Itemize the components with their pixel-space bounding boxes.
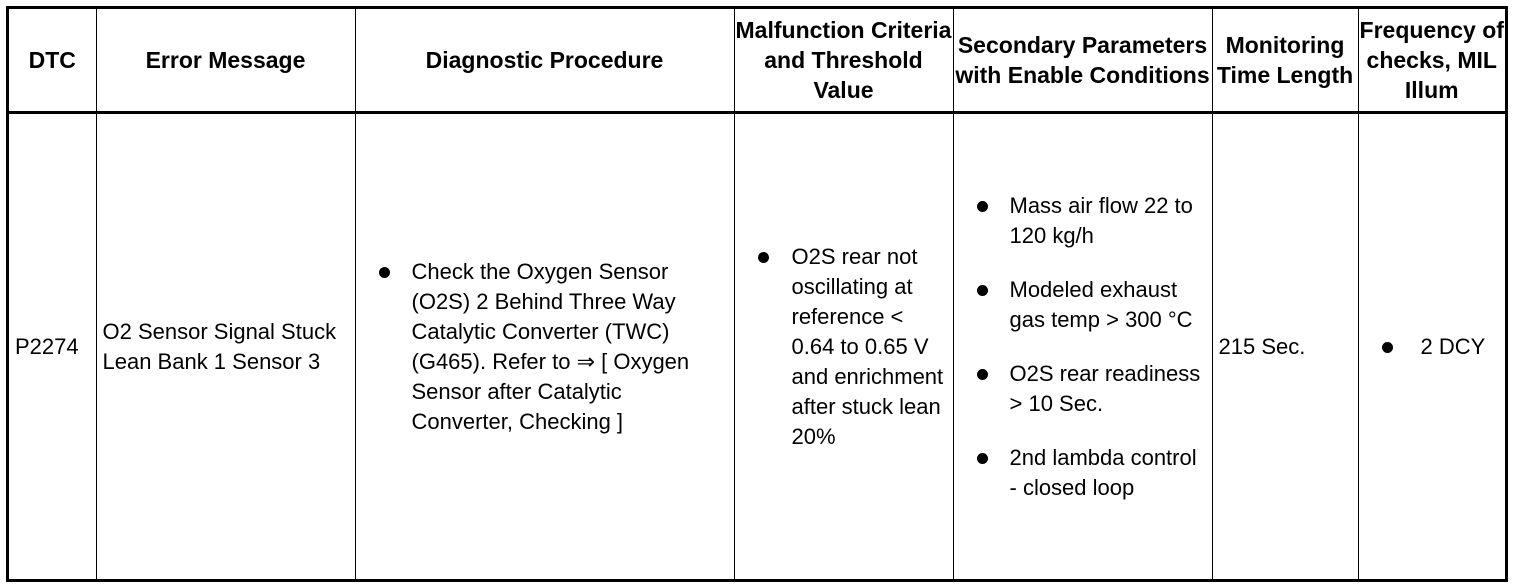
bullet-icon (758, 252, 769, 263)
list-item (356, 257, 734, 437)
list-item (954, 443, 1212, 503)
list-item (954, 275, 1212, 335)
header-error-message: Error Message (96, 9, 355, 113)
cell-monitoring-time: 215 Sec. (1212, 113, 1358, 580)
secondary-parameter-text: 2nd lambda control - closed loop (1009, 444, 1197, 500)
header-monitoring-time: Monitoring Time Length (1212, 9, 1358, 113)
diagnostic-procedure-text: Check the Oxygen Sensor (O2S) 2 Behind Three Way Catalytic Converter (TWC) (G465). Refer to ⇒ [ Oxygen Sensor after Catalytic Converter, Checking ] (411, 258, 690, 434)
table-row (9, 113, 1505, 580)
cell-dtc: P2274 (9, 113, 96, 580)
header-row (9, 9, 1505, 113)
cell-secondary-parameters (953, 113, 1212, 580)
list-item (954, 359, 1212, 419)
header-dtc: DTC (9, 9, 96, 113)
bullet-icon (977, 201, 988, 212)
malfunction-criteria-text: O2S rear not oscillating at reference < 0.64 to 0.65 V and enrichment after stuck lean 20% (791, 243, 944, 449)
cell-malfunction-criteria (734, 113, 953, 580)
bullet-icon (1382, 342, 1393, 353)
bullet-icon (977, 369, 988, 380)
secondary-parameter-text: Mass air flow 22 to 120 kg/h (1009, 192, 1193, 248)
dtc-table-frame (6, 6, 1508, 582)
secondary-parameter-text: O2S rear readiness > 10 Sec. (1009, 360, 1201, 416)
bullet-icon (379, 267, 390, 278)
list-item (1359, 332, 1506, 362)
header-diagnostic-procedure: Diagnostic Procedure (355, 9, 734, 113)
list-item (735, 242, 953, 452)
header-malfunction-criteria: Malfunction Criteria and Threshold Value (734, 9, 953, 113)
bullet-icon (977, 453, 988, 464)
bullet-icon (977, 285, 988, 296)
cell-error-message: O2 Sensor Signal Stuck Lean Bank 1 Sensor 3 (96, 113, 355, 580)
header-secondary-parameters: Secondary Parameters with Enable Conditions (953, 9, 1212, 113)
cell-frequency (1358, 113, 1505, 580)
secondary-parameter-text: Modeled exhaust gas temp > 300 °C (1009, 276, 1193, 332)
frequency-text: 2 DCY (1420, 333, 1486, 359)
dtc-table (9, 9, 1505, 579)
list-item (954, 191, 1212, 251)
cell-diagnostic-procedure (355, 113, 734, 580)
header-frequency: Frequency of checks, MIL Illum (1358, 9, 1505, 113)
